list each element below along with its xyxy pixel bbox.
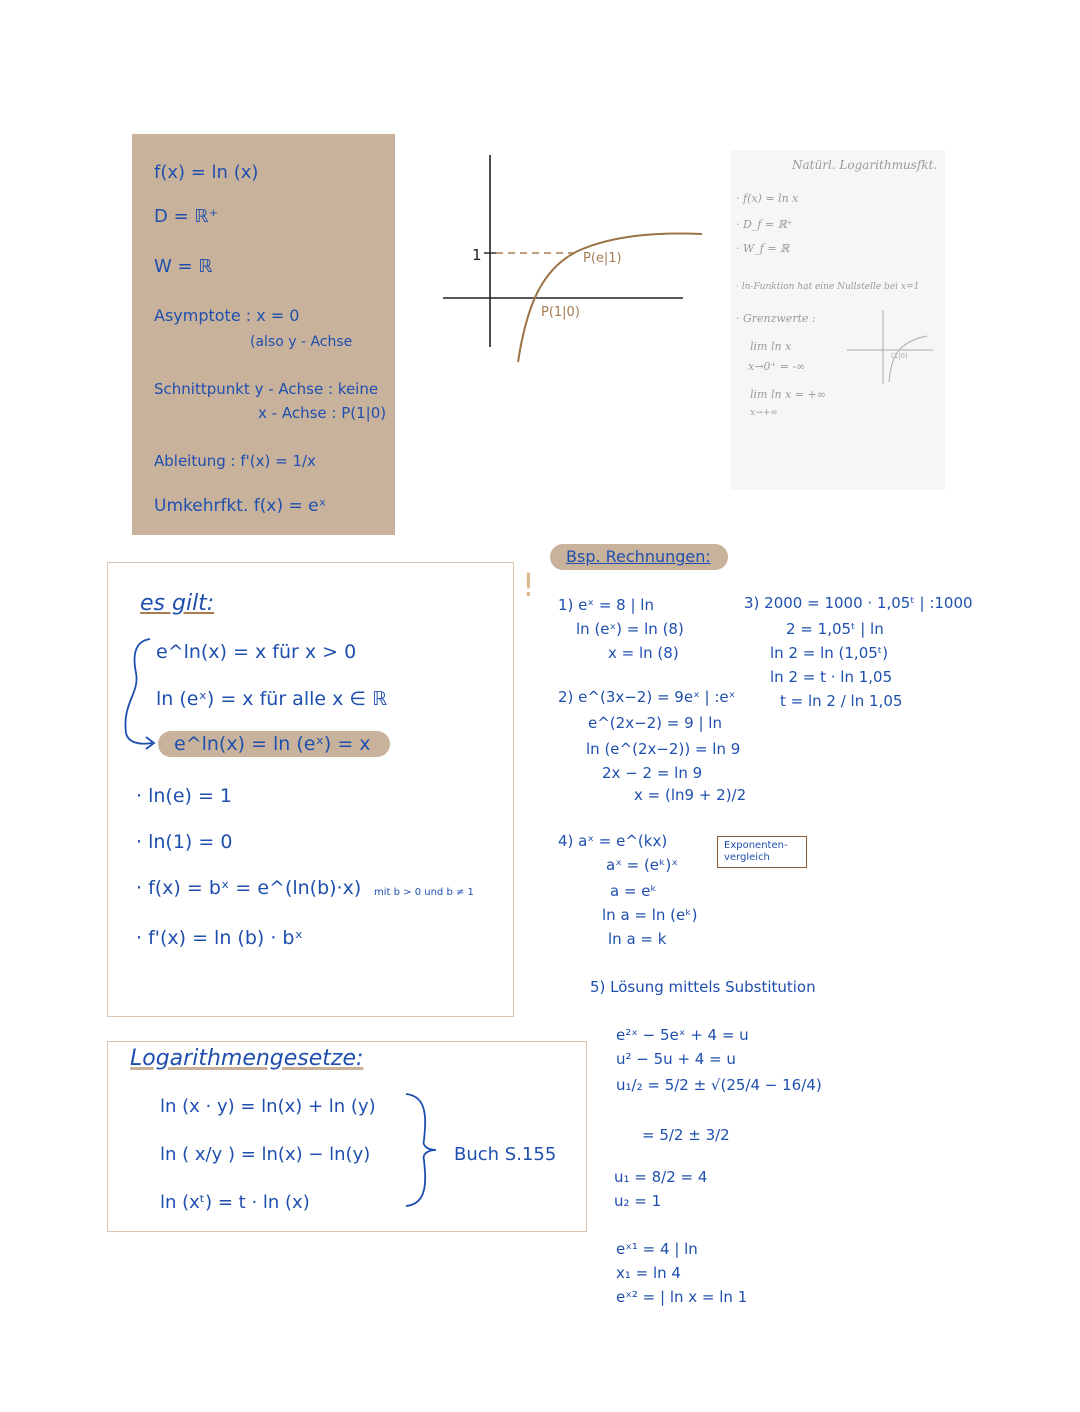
ex1-line-1: 1) eˣ = 8 | ln bbox=[558, 596, 654, 614]
ex3-line-5: t = ln 2 / ln 1,05 bbox=[780, 692, 903, 710]
ex2-line-5: x = (ln9 + 2)/2 bbox=[634, 786, 747, 804]
bracket-arrow-icon bbox=[118, 633, 162, 753]
ex4-line-4: ln a = ln (eᵏ) bbox=[602, 906, 698, 924]
rule-6-note: mit b > 0 und b ≠ 1 bbox=[374, 887, 474, 898]
rules-heading: es gilt: bbox=[140, 591, 215, 616]
note-line-7: x→0⁺ = -∞ bbox=[748, 360, 806, 373]
summary-card bbox=[132, 134, 395, 535]
ex5-line-8: x₁ = ln 4 bbox=[616, 1264, 681, 1282]
exponent-comparison-box: Exponenten- vergleich bbox=[717, 836, 807, 868]
ex4-line-2: aˣ = (eᵏ)ˣ bbox=[606, 856, 678, 874]
point-1-label: P(1|0) bbox=[541, 305, 580, 320]
ex5-line-3: u₁/₂ = 5/2 ± √(25/4 − 16/4) bbox=[616, 1076, 822, 1094]
ex2-line-4: 2x − 2 = ln 9 bbox=[602, 764, 703, 782]
note-line-5: · Grenzwerte : bbox=[736, 312, 816, 325]
faint-note bbox=[730, 150, 945, 490]
domain-definition: D = ℝ⁺ bbox=[154, 206, 219, 227]
intercept-y: Schnittpunkt y - Achse : keine bbox=[154, 380, 379, 398]
point-e-label: P(e|1) bbox=[583, 251, 622, 266]
rule-1: e^ln(x) = x für x > 0 bbox=[156, 641, 357, 663]
function-definition: f(x) = ln (x) bbox=[154, 162, 259, 183]
derivative: Ableitung : f'(x) = 1/x bbox=[154, 452, 316, 470]
note-mini-graph bbox=[845, 308, 935, 388]
note-line-2: · D_f = ℝ⁺ bbox=[736, 218, 793, 231]
log-laws-box bbox=[107, 1041, 587, 1232]
note-line-3: · W_f = ℝ bbox=[736, 242, 790, 255]
ex2-line-2: e^(2x−2) = 9 | ln bbox=[588, 714, 722, 732]
asymptote: Asymptote : x = 0 bbox=[154, 306, 300, 325]
note-title: Natürl. Logarithmusfkt. bbox=[792, 158, 938, 172]
rules-box bbox=[107, 562, 514, 1017]
ex5-line-1: e²ˣ − 5eˣ + 4 = u bbox=[616, 1026, 749, 1044]
law-product: ln (x · y) = ln(x) + ln (y) bbox=[160, 1096, 376, 1117]
note-line-8: lim ln x = +∞ bbox=[750, 388, 826, 401]
ex4-line-1: 4) aˣ = e^(kx) bbox=[558, 832, 668, 850]
ex3-line-3: ln 2 = ln (1,05ᵗ) bbox=[770, 644, 889, 662]
rule-7: · f'(x) = ln (b) · bˣ bbox=[136, 927, 303, 949]
ex5-line-7: eˣ¹ = 4 | ln bbox=[616, 1240, 698, 1258]
ln-graph bbox=[438, 150, 708, 365]
rule-2: ln (eˣ) = x für alle x ∈ ℝ bbox=[156, 688, 388, 710]
ex5-heading: 5) Lösung mittels Substitution bbox=[590, 978, 816, 996]
ex3-line-1: 3) 2000 = 1000 · 1,05ᵗ | :1000 bbox=[744, 594, 973, 612]
book-reference: Buch S.155 bbox=[454, 1144, 557, 1165]
rule-4: · ln(e) = 1 bbox=[136, 785, 233, 807]
brace-icon bbox=[400, 1090, 444, 1210]
law-power: ln (xᵗ) = t · ln (x) bbox=[160, 1192, 310, 1213]
ex2-line-3: ln (e^(2x−2)) = ln 9 bbox=[586, 740, 741, 758]
rule-6: · f(x) = bˣ = e^(ln(b)·x) bbox=[136, 877, 362, 899]
ex5-line-4: = 5/2 ± 3/2 bbox=[642, 1126, 730, 1144]
ex5-line-5: u₁ = 8/2 = 4 bbox=[614, 1168, 708, 1186]
ex1-line-2: ln (eˣ) = ln (8) bbox=[576, 620, 684, 638]
law-quotient: ln ( x/y ) = ln(x) − ln(y) bbox=[160, 1144, 371, 1165]
ex2-line-1: 2) e^(3x−2) = 9eˣ | :eˣ bbox=[558, 688, 736, 706]
ex3-line-2: 2 = 1,05ᵗ | ln bbox=[786, 620, 884, 638]
intercept-x: x - Achse : P(1|0) bbox=[258, 404, 387, 422]
ex5-line-2: u² − 5u + 4 = u bbox=[616, 1050, 736, 1068]
ex5-line-9: eˣ² = | ln x = ln 1 bbox=[616, 1288, 748, 1306]
note-line-4: · ln-Funktion hat eine Nullstelle bei x=1 bbox=[736, 282, 920, 292]
laws-heading: Logarithmengesetze: bbox=[130, 1046, 364, 1071]
rule-5: · ln(1) = 0 bbox=[136, 831, 233, 853]
ex5-line-6: u₂ = 1 bbox=[614, 1192, 662, 1210]
ex4-line-5: ln a = k bbox=[608, 930, 667, 948]
ex3-line-4: ln 2 = t · ln 1,05 bbox=[770, 668, 893, 686]
y-tick-label: 1 bbox=[472, 246, 482, 264]
note-line-1: · f(x) = ln x bbox=[736, 192, 799, 205]
examples-heading: Bsp. Rechnungen: bbox=[566, 547, 711, 566]
note-graph-label: (1|0) bbox=[891, 352, 908, 360]
note-line-9: x→+∞ bbox=[750, 408, 778, 418]
inverse-function: Umkehrfkt. f(x) = eˣ bbox=[154, 496, 327, 516]
range-definition: W = ℝ bbox=[154, 256, 213, 277]
rule-3: e^ln(x) = ln (eˣ) = x bbox=[174, 733, 371, 755]
ex4-line-3: a = eᵏ bbox=[610, 882, 657, 900]
note-line-6: lim ln x bbox=[750, 340, 792, 353]
asymptote-note: (also y - Achse bbox=[250, 334, 353, 350]
ex1-line-3: x = ln (8) bbox=[608, 644, 679, 662]
exclamation-mark: ! bbox=[522, 566, 535, 604]
